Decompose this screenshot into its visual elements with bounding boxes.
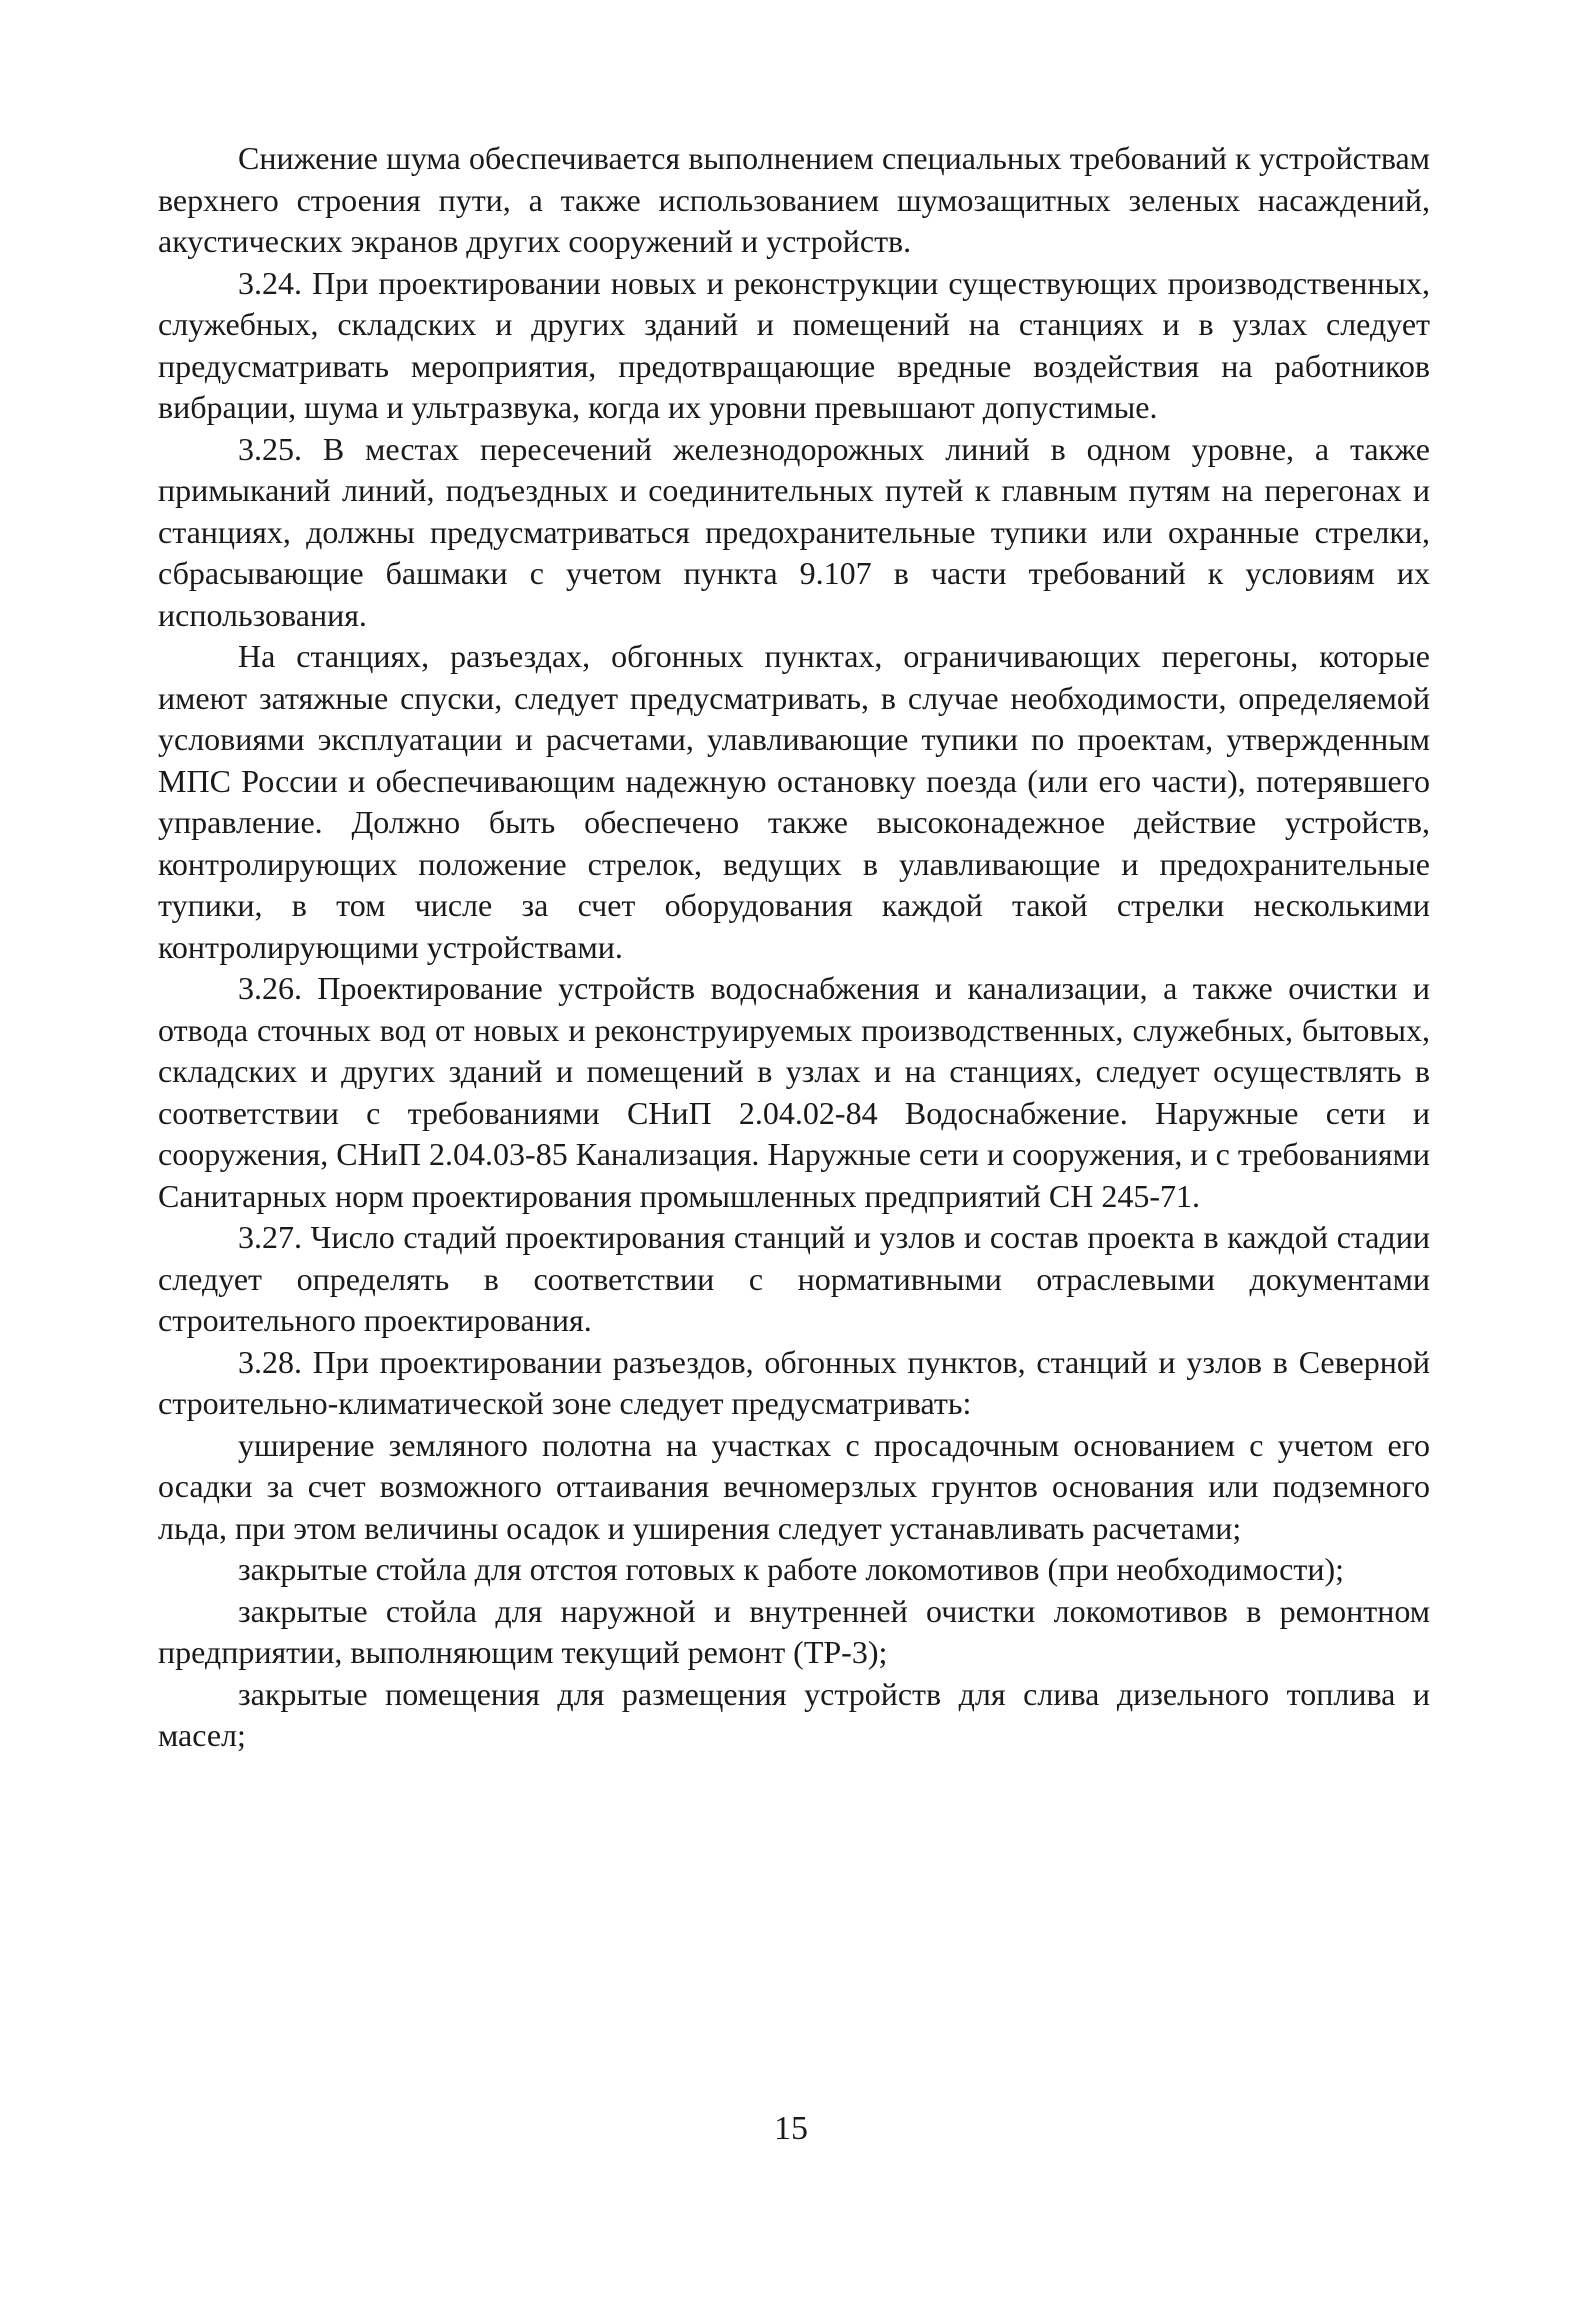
- paragraph-3-25: 3.25. В местах пересечений железнодорожных линий в одном уровне, а также примыканий линий, подъездных и соединительных путей к главным путям на перегонах и станциях, должны предусматриваться предохранительные тупики или охранные стрелки, сбрасывающие башмаки с учетом пункта 9.107 в части требований к условиям их использования.: [158, 430, 1430, 633]
- paragraph-noise-reduction: Снижение шума обеспечивается выполнением специальных требований к устройствам верхнего строения пути, а также использованием шумозащитных зеленых насаждений, акустических экранов других сооружений и устройств.: [158, 140, 1430, 259]
- document-body: [158, 138, 1430, 1757]
- list-item-closed-stalls-standby: закрытые стойла для отстоя готовых к работе локомотивов (при необходимости);: [238, 1551, 1344, 1587]
- paragraph-3-28: 3.28. При проектировании разъездов, обгонных пунктов, станций и узлов в Северной строительно-климатической зоне следует предусматривать:: [158, 1343, 1430, 1421]
- list-item-closed-rooms-fuel: закрытые помещения для размещения устройств для слива дизельного топлива и масел;: [158, 1675, 1430, 1753]
- paragraph-3-24: 3.24. При проектировании новых и реконструкции существующих производственных, служебных, складских и других зданий и помещений на станциях и в узлах следует предусматривать мероприятия, предотвращающие вредные воздействия на работников вибрации, шума и ультразвука, когда их уровни превышают допустимые.: [158, 264, 1430, 425]
- page-number: 15: [774, 2110, 808, 2147]
- list-item-roadbed-widening: уширение земляного полотна на участках с просадочным основанием с учетом его осадки за счет возможного оттаивания вечномерзлых грунтов основания или подземного льда, при этом величины осадок и уширения следует устанавливать расчетами;: [158, 1426, 1430, 1546]
- paragraph-3-27: 3.27. Число стадий проектирования станций и узлов и состав проекта в каждой стадии следует определять в соответствии с нормативными отраслевыми документами строительного проектирования.: [158, 1219, 1430, 1338]
- paragraph-3-26: 3.26. Проектирование устройств водоснабжения и канализации, а также очистки и отвода сточных вод от новых и реконструируемых производственных, служебных, бытовых, складских и других зданий и помещений в узлах и на станциях, следует осуществлять в соответствии с требованиями СНиП 2.04.02-84 Водоснабжение. Наружные сети и сооружения, СНиП 2.04.03-85 Канализация. Наружные сети и сооружения, и с требованиями Санитарных норм проектирования промышленных предприятий СН 245-71.: [158, 970, 1430, 1214]
- list-item-closed-stalls-cleaning: закрытые стойла для наружной и внутренней очистки локомотивов в ремонтном предприятии, выполняющим текущий ремонт (ТР-3);: [158, 1592, 1430, 1670]
- paragraph-catch-sidings: На станциях, разъездах, обгонных пунктах, ограничивающих перегоны, которые имеют затяжные спуски, следует предусматривать, в случае необходимости, определяемой условиями эксплуатации и расчетами, улавливающие тупики по проектам, утвержденным МПС России и обеспечивающим надежную остановку поезда (или его части), потерявшего управление. Должно быть обеспечено также высоконадежное действие устройств, контролирующих положение стрелок, ведущих в улавливающие и предохранительные тупики, в том числе за счет оборудования каждой такой стрелки несколькими контролирующими устройствами.: [158, 638, 1430, 965]
